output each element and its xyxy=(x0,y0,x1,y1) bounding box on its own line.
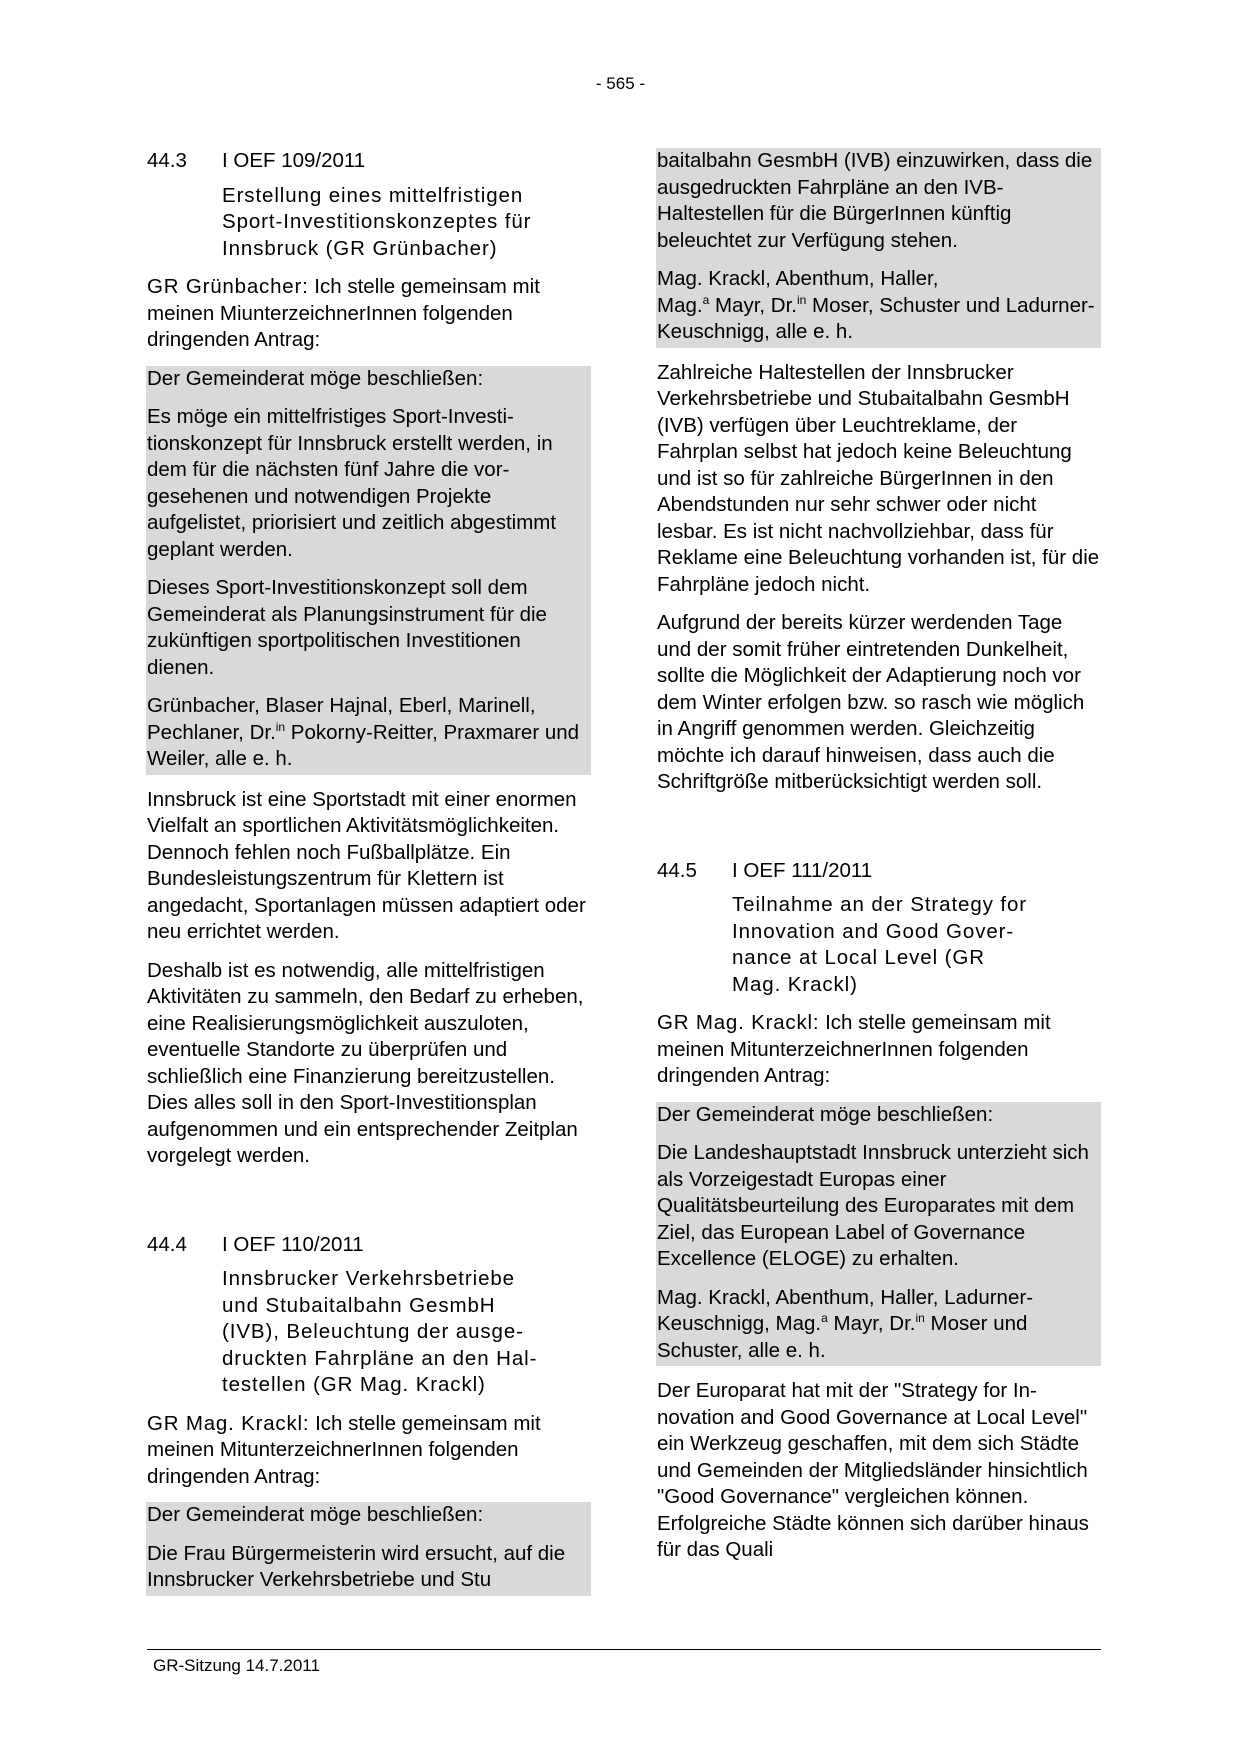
resolution-head: Der Gemeinderat möge beschließen: xyxy=(147,366,484,390)
title-line: Innsbruck (GR Grünbacher) xyxy=(222,236,498,260)
intro-text: Ich stelle gemeinsam mit meinen MitunterzeichnerInnen folgenden dringenden Antrag: xyxy=(657,1011,1051,1087)
title-line: Teilnahme an der Strategy for xyxy=(732,893,1028,916)
body-paragraph: Innsbruck ist eine Sportstadt mit einer enormen Vielfalt an sportlichen Aktivitätsmöglichkeiten. Dennoch fehlen noch Fußballplätze. Ein Bundesleistungszentrum für Klettern ist angedacht, Sportanlagen müssen adaptiert oder neu errichtet werden. xyxy=(147,787,586,943)
footer-divider xyxy=(147,1649,1101,1650)
page-number: - 565 - xyxy=(595,74,646,93)
item-code: I OEF 111/2011 xyxy=(732,858,873,882)
item-44-4-resolution xyxy=(146,1502,591,1596)
item-44-3-heading xyxy=(147,148,591,175)
signers: Grünbacher, Blaser Hajnal, Eberl, Marinell, Pechlaner, Dr.$^{in}$ Pokorny-Reitter, Praxmarer und Weiler, alle e. h. xyxy=(147,694,580,770)
item-44-5-heading xyxy=(657,858,1101,885)
title-line: und Stubaitalbahn GesmbH xyxy=(222,1293,496,1317)
item-44-3-intro xyxy=(147,274,591,354)
item-44-3-resolution xyxy=(146,366,591,775)
left-column xyxy=(147,148,591,1596)
resolution-paragraph: Es möge ein mittelfristiges Sport-Investitionskonzept für Innsbruck erstellt werden, in dem für die nächsten fünf Jahre die vorgesehenen und notwendigen Projekte aufgelistet, priorisiert und zeitlich abgestimmt geplant werden. xyxy=(147,405,557,561)
title-line: Innovation and Good Gover- xyxy=(732,919,1015,943)
title-line: testellen (GR Mag. Krackl) xyxy=(222,1373,486,1396)
intro-text: Ich stelle gemeinsam mit meinen MitunterzeichnerInnen folgenden dringenden Antrag: xyxy=(147,1411,541,1488)
title-line: nance at Local Level (GR xyxy=(732,946,985,969)
resolution-paragraph: baitalbahn GesmbH (IVB) einzuwirken, dass die ausgedruckten Fahrpläne an den IVB-Haltestellen für die BürgerInnen künftig beleuchtet zur Verfügung stehen. xyxy=(657,149,1093,252)
resolution-head: Der Gemeinderat möge beschließen: xyxy=(657,1102,994,1126)
intro-speaker: GR Mag. Krackl: xyxy=(147,1411,310,1435)
item-number: 44.4 xyxy=(147,1232,187,1256)
body-paragraph: Deshalb ist es notwendig, alle mittelfristigen Aktivitäten zu sammeln, den Bedarf zu erheben, eine Realisierungsmöglichkeit auszuloten, eventuelle Standorte zu überprüfen und schließlich eine Finanzierung bereitzustellen. Dies alles soll in den Sport-Investitionsplan aufgenommen und ein entsprechender Zeitplan vorgelegt werden. xyxy=(147,958,584,1167)
resolution-paragraph: Dieses Sport-Investitionskonzept soll dem Gemeinderat als Planungsinstrument für die zukünftigen sportpolitischen Investitionen dienen. xyxy=(147,576,547,679)
resolution-paragraph: Die Landeshauptstadt Innsbruck unterzieht sich als Vorzeigestadt Europas einer Qualitätsbeurteilung des Europarates mit dem Ziel, das European Label of Governance Excellence (ELOGE) zu erhalten. xyxy=(657,1141,1089,1270)
intro-speaker: GR Grünbacher: xyxy=(147,275,309,298)
item-44-4-title xyxy=(222,1266,591,1399)
right-column xyxy=(657,148,1101,1576)
title-line: (IVB), Beleuchtung der ausge- xyxy=(222,1320,524,1343)
item-number: 44.3 xyxy=(147,149,187,172)
item-44-4-heading xyxy=(147,1232,591,1259)
body-paragraph: Aufgrund der bereits kürzer werdenden Tage und der somit früher eintretenden Dunkelheit, sollte die Möglichkeit der Adaptierung noch vor dem Winter erfolgen bzw. so rasch wie möglich in Angriff genommen werden. Gleichzeitig möchte ich darauf hinweisen, dass auch die Schriftgröße mitberücksichtigt werden soll. xyxy=(657,611,1085,793)
title-line: druckten Fahrpläne an den Hal- xyxy=(222,1346,538,1370)
item-code: I OEF 109/2011 xyxy=(222,149,366,172)
footer-session-date: GR-Sitzung 14.7.2011 xyxy=(153,1656,320,1675)
title-line: Erstellung eines mittelfristigen xyxy=(222,183,524,207)
signers: Mag. Krackl, Abenthum, Haller, Mag.$^a$ Mayr, Dr.$^{in}$ Moser, Schuster und Ladurner-Keuschnigg, alle e. h. xyxy=(657,267,1095,343)
item-44-3-title xyxy=(222,183,591,263)
signers: Mag. Krackl, Abenthum, Haller, Ladurner-Keuschnigg, Mag.$^a$ Mayr, Dr.$^{in}$ Moser und Schuster, alle e. h. xyxy=(657,1285,1034,1362)
item-44-5-intro xyxy=(657,1010,1101,1090)
resolution-head: Der Gemeinderat möge beschließen: xyxy=(147,1503,484,1526)
resolution-paragraph: Die Frau Bürgermeisterin wird ersucht, auf die Innsbrucker Verkehrsbetriebe und Stu xyxy=(147,1541,566,1591)
title-line: Sport-Investitionskonzeptes für xyxy=(222,210,532,233)
item-44-5-title xyxy=(732,892,1101,998)
item-number: 44.5 xyxy=(657,858,697,882)
body-paragraph: Zahlreiche Haltestellen der Innsbrucker Verkehrsbetriebe und Stubaitalbahn GesmbH (IVB) verfügen über Leuchtreklame, der Fahrplan selbst hat jedoch keine Beleuchtung und ist so für zahlreiche BürgerInnen in den Abendstunden nur sehr schwer oder nicht lesbar. Es ist nicht nachvollziehbar, dass für Reklame eine Beleuchtung vorhanden ist, für die Fahrpläne jedoch nicht. xyxy=(657,360,1100,596)
title-line: Innsbrucker Verkehrsbetriebe xyxy=(222,1267,515,1290)
intro-text: Ich stelle gemeinsam mit meinen MiunterzeichnerInnen folgenden dringenden Antrag: xyxy=(147,275,540,351)
item-44-4-intro xyxy=(147,1411,591,1491)
body-paragraph: Der Europarat hat mit der "Strategy for Innovation and Good Governance at Local Level" ein Werkzeug geschaffen, mit dem sich Städte und Gemeinden der Mitgliedsländer hinsichtlich "Good Governance" vergleichen können. Erfolgreiche Städte können sich darüber hinaus für das Quali xyxy=(657,1379,1089,1561)
item-44-4-resolution-continued xyxy=(656,148,1101,348)
item-code: I OEF 110/2011 xyxy=(222,1232,364,1256)
item-44-5-resolution xyxy=(656,1102,1101,1367)
intro-speaker: GR Mag. Krackl: xyxy=(657,1011,820,1034)
title-line: Mag. Krackl) xyxy=(732,972,858,996)
